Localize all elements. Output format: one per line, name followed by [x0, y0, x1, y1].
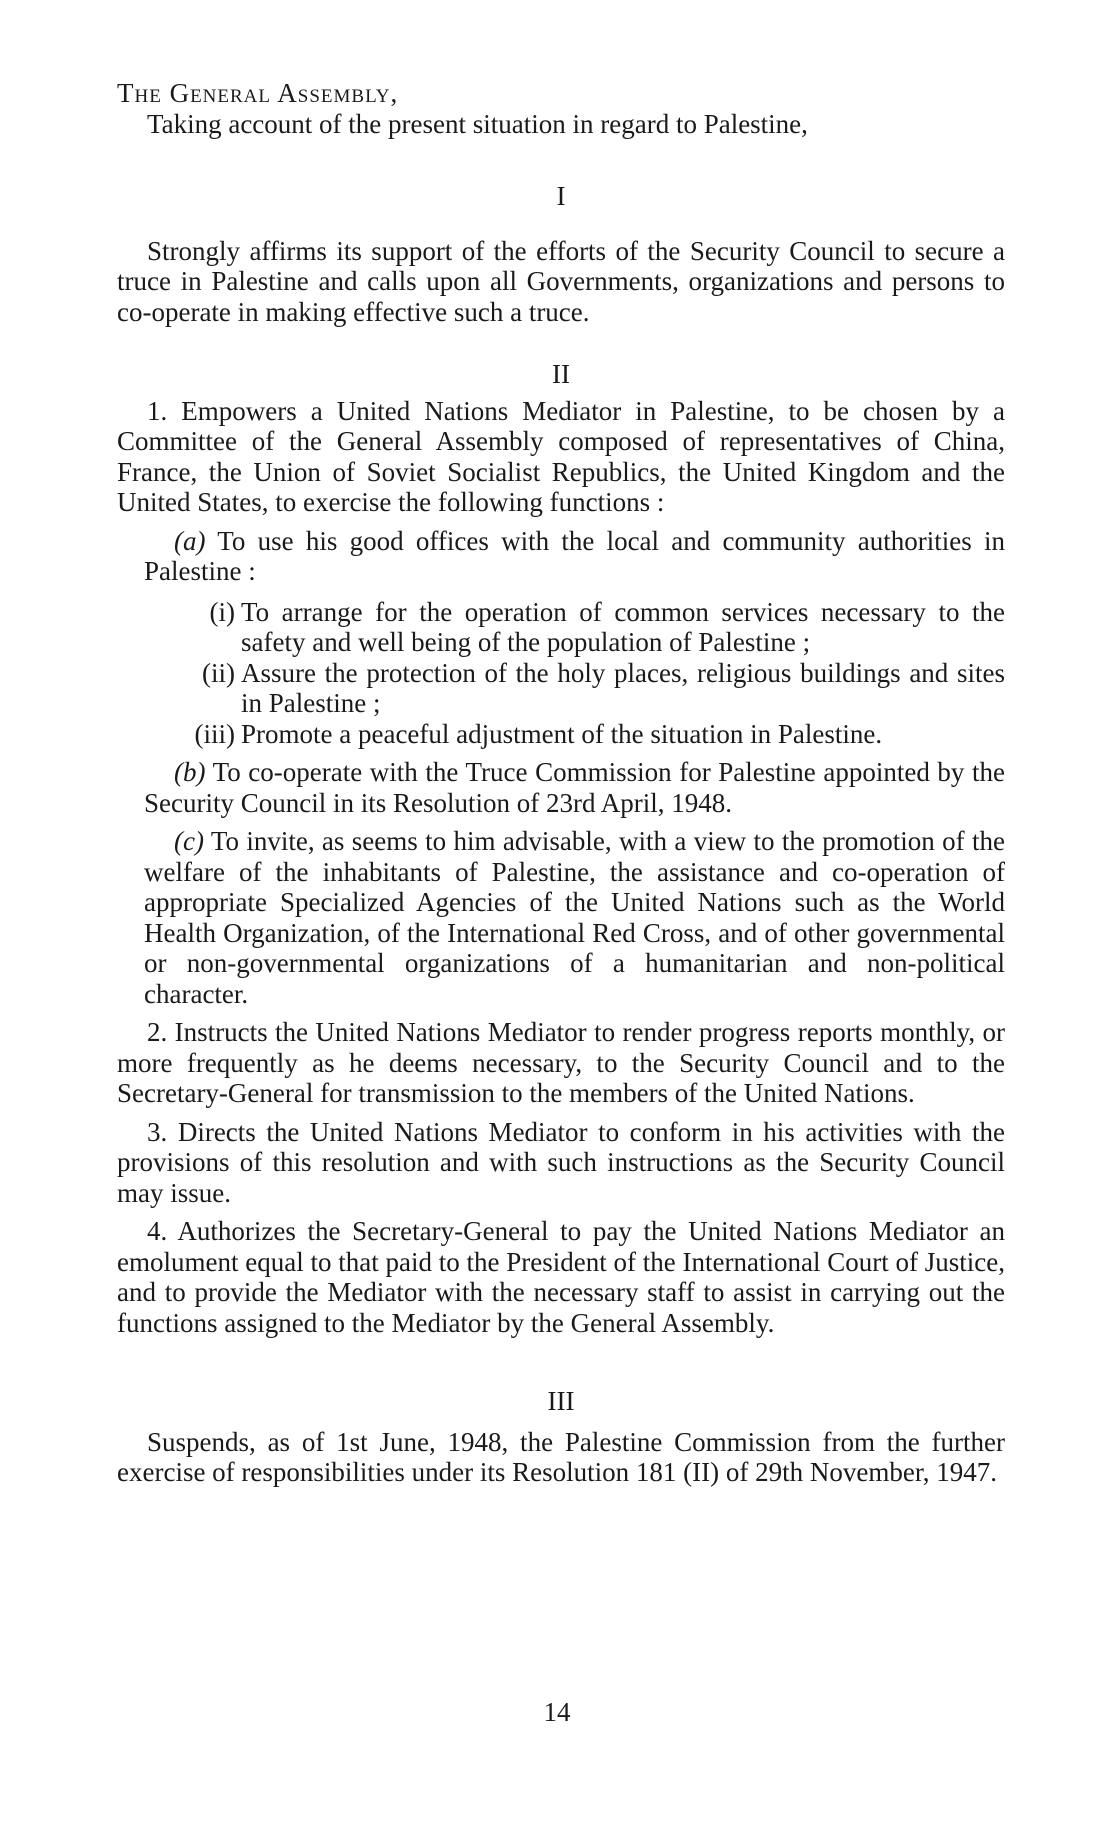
- section-numeral-i: I: [556, 181, 566, 211]
- item-text: To arrange for the operation of common services necessary to the safety and well being of the population of Palestine ;: [241, 596, 1005, 657]
- clause-c: [117, 826, 1005, 1009]
- section-ii-paragraph-2: 2. Instructs the United Nations Mediator to render progress reports monthly, or more frequently as he deems necessary, to the Security Council and to the Secretary-General for transmission to the members of the United Nations.: [117, 1017, 1005, 1108]
- item-text: Promote a peaceful adjustment of the situation in Palestine.: [241, 718, 883, 749]
- preamble: Taking account of the present situation in regard to Palestine,: [147, 108, 808, 139]
- item-number: (iii): [194, 718, 235, 749]
- clause-b-text: To co-operate with the Truce Commission for Palestine appointed by the Security Council in its Resolution of 23rd April, 1948.: [144, 757, 1005, 818]
- clause-a-label: (a): [174, 525, 206, 556]
- clause-b: [117, 757, 1005, 818]
- heading: The General Assembly,: [117, 78, 399, 108]
- section-iii-paragraph: Suspends, as of 1st June, 1948, the Palestine Commission from the further exercise of responsibilities under its Resolution 181 (II) of 29th November, 1947.: [117, 1426, 1005, 1487]
- item-number: (ii): [202, 657, 235, 688]
- clause-a-text: To use his good offices with the local and community authorities in Palestine :: [144, 525, 1005, 586]
- section-ii-paragraph-4: 4. Authorizes the Secretary-General to pay the United Nations Mediator an emolument equal to that paid to the President of the International Court of Justice, and to provide the Mediator with the necessary staff to assist in carrying out the functions assigned to the Mediator by the General Assembly.: [117, 1216, 1005, 1338]
- page-number: 14: [543, 1697, 571, 1727]
- section-numeral-ii: II: [552, 359, 570, 389]
- list-item: [117, 658, 1005, 719]
- clause-a-items: [117, 597, 1005, 750]
- list-item: [117, 719, 1005, 750]
- clause-c-label: (c): [174, 826, 204, 856]
- clause-b-label: (b): [174, 757, 206, 787]
- item-number: (i): [209, 596, 235, 627]
- section-ii-paragraph-1: 1. Empowers a United Nations Mediator in Palestine, to be chosen by a Committee of the General Assembly composed of representatives of China, France, the Union of Soviet Socialist Republics, the United Kingdom and the United States, to exercise the following functions :: [117, 395, 1005, 517]
- item-text: Assure the protection of the holy places, religious buildings and sites in Palestine ;: [241, 657, 1005, 718]
- section-ii-paragraph-3: 3. Directs the United Nations Mediator to conform in his activities with the provisions of this resolution and with such instructions as the Security Council may issue.: [117, 1116, 1005, 1208]
- section-i-paragraph: Strongly affirms its support of the efforts of the Security Council to secure a truce in Palestine and calls upon all Governments, organizations and persons to co-operate in making effective such a truce.: [117, 235, 1005, 327]
- list-item: [117, 597, 1005, 658]
- section-numeral-iii: III: [547, 1386, 575, 1416]
- clause-a: [117, 526, 1005, 587]
- document-page: [117, 78, 1005, 1488]
- clause-c-text: To invite, as seems to him advisable, with a view to the promotion of the welfare of the inhabitants of Palestine, the assistance and co-operation of appropriate Specialized Agencies of the United Nations such as the World Health Organization, of the International Red Cross, and of other governmental or non-governmental organizations of a humanitarian and non-political character.: [144, 826, 1005, 1009]
